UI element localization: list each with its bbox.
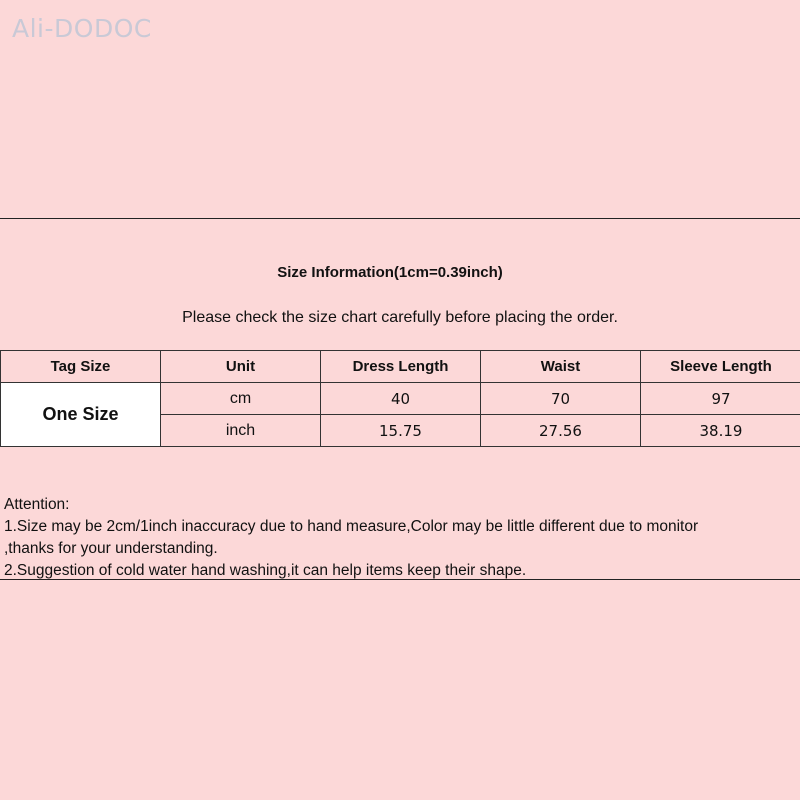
table-header-row: [1, 351, 800, 383]
attention-line: ,thanks for your understanding.: [4, 540, 218, 557]
attention-notes: [4, 494, 698, 582]
sleeve-length-cell: 38.19: [641, 415, 800, 447]
header-dress-length: Dress Length: [321, 351, 481, 383]
attention-line: 2.Suggestion of cold water hand washing,it can help items keep their shape.: [4, 562, 527, 579]
tag-size-cell: One Size: [1, 383, 161, 447]
header-unit: Unit: [161, 351, 321, 383]
size-info-subtitle: Please check the size chart carefully before placing the order.: [182, 309, 618, 326]
unit-cell: cm: [161, 383, 321, 415]
dress-length-cell: 15.75: [321, 415, 481, 447]
waist-cell: 27.56: [481, 415, 641, 447]
table-row: [1, 383, 800, 415]
header-tag-size: Tag Size: [1, 351, 161, 383]
attention-heading: Attention:: [4, 496, 70, 513]
sleeve-length-cell: 97: [641, 383, 800, 415]
waist-cell: 70: [481, 383, 641, 415]
divider-bottom: [0, 579, 800, 580]
size-info-title: Size Information(1cm=0.39inch): [277, 264, 503, 281]
size-table: [0, 350, 800, 447]
divider-top: [0, 218, 800, 219]
header-sleeve-length: Sleeve Length: [641, 351, 800, 383]
brand-watermark: Ali-DODOC: [12, 14, 152, 43]
unit-cell: inch: [161, 415, 321, 447]
dress-length-cell: 40: [321, 383, 481, 415]
header-waist: Waist: [481, 351, 641, 383]
attention-line: 1.Size may be 2cm/1inch inaccuracy due to hand measure,Color may be little different due to monitor: [4, 518, 699, 535]
